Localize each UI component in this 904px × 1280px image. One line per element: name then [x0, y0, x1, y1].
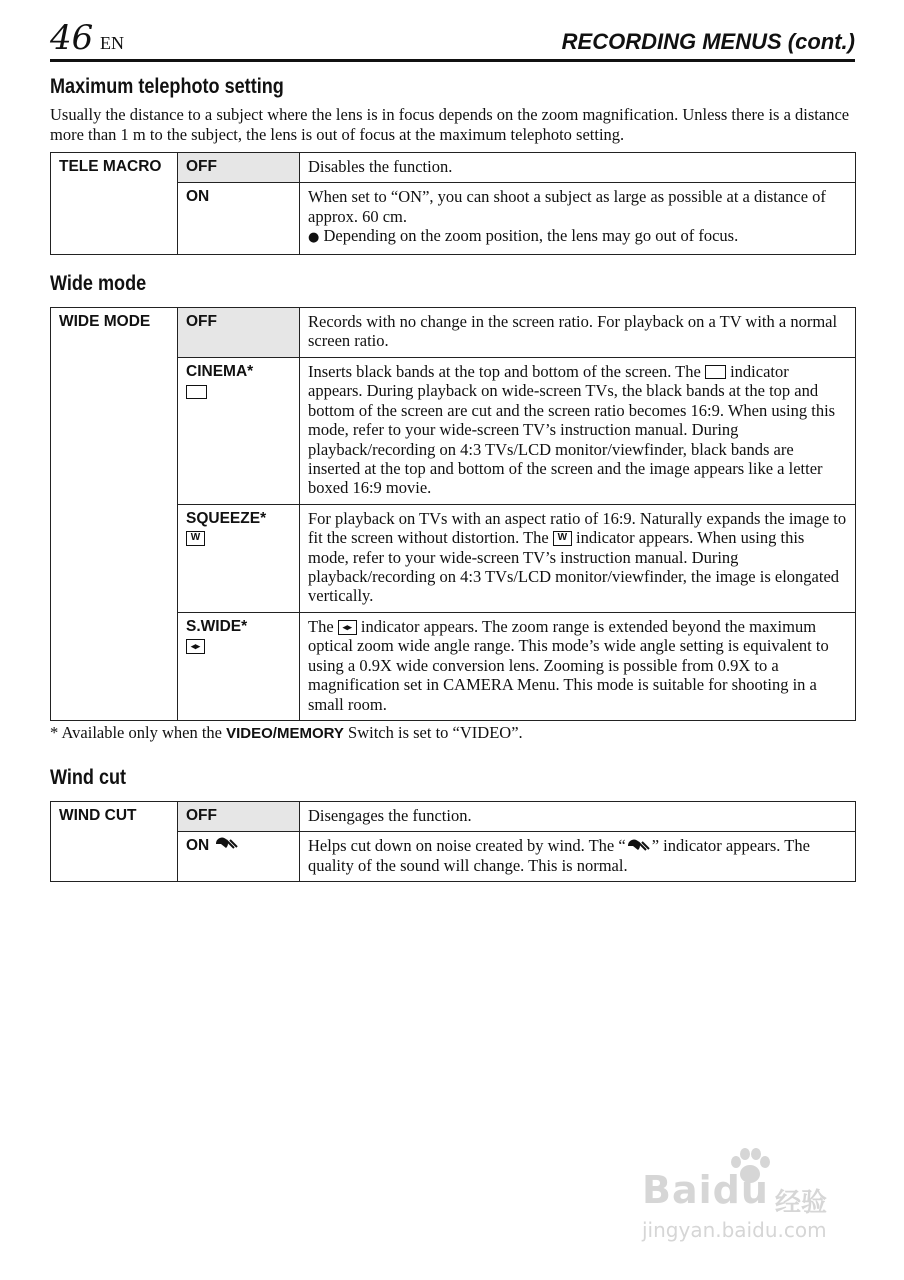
- wind-on-option-cell: [178, 832, 300, 882]
- page-header: [50, 18, 855, 62]
- cinema-icon: [705, 365, 726, 379]
- page-number: 46: [50, 18, 94, 58]
- wind-cut-icon: [626, 838, 652, 854]
- wide-off-option: OFF: [178, 308, 300, 358]
- wide-off-description: Records with no change in the screen ratio. For playback on a TV with a normal screen ratio.: [300, 308, 856, 358]
- squeeze-option: SQUEEZE*: [186, 509, 267, 527]
- cinema-desc-b: indicator appears. During playback on wide-screen TVs, the black bands at the top and bottom of the screen are cut and the screen ratio becomes 16:9. When using this mode, refer to your wide-screen TV’s instruction manual. During playback/recording on 4:3 TVs/LCD monitor/viewfinder, black bands are inserted at the top and bottom of the screen and the image appears like a letter boxed 16:9 movie.: [308, 362, 836, 498]
- tele-on-description: When set to “ON”, you can shoot a subject as large as possible at a distance of approx. 60 cm.: [308, 187, 826, 226]
- wind-off-option: OFF: [178, 802, 300, 832]
- squeeze-desc-a: For playback on TVs with an aspect ratio of 16:9. Naturally expands the image to fit the screen without distortion. The: [308, 508, 847, 548]
- wind-cut-table: [50, 801, 856, 882]
- tele-heading: Maximum telephoto setting: [50, 75, 284, 98]
- swide-description: [300, 612, 856, 720]
- tele-intro: Usually the distance to a subject where the lens is in focus depends on the zoom magnification. Unless there is a distance more than 1 m to the subject, the lens is out of focus at the maximum telephoto setting.: [50, 105, 850, 144]
- page-language: EN: [100, 33, 124, 53]
- tele-on-bullet: Depending on the zoom position, the lens may go out of focus.: [323, 226, 739, 246]
- super-wide-icon: ◂▸: [338, 620, 357, 635]
- note-suffix: Switch is set to “VIDEO”.: [348, 723, 523, 742]
- baidu-watermark: [640, 1160, 860, 1250]
- wind-desc-a: Helps cut down on noise created by wind. The “: [308, 836, 626, 856]
- cinema-option-cell: [178, 358, 300, 505]
- tele-on-option: ON: [178, 183, 300, 254]
- table-row: [51, 308, 856, 358]
- tele-off-option: OFF: [178, 153, 300, 183]
- wind-cut-icon: [214, 836, 240, 852]
- wide-mode-item: WIDE MODE: [51, 308, 178, 721]
- squeeze-desc-b: indicator appears. When using this mode, refer to your wide-screen TV’s instruction manual. During playback/recording on 4:3 TVs/LCD monitor/viewfinder, the image is elongated vertically.: [308, 528, 840, 606]
- watermark-brand: Baidu: [642, 1168, 769, 1212]
- tele-off-description: Disables the function.: [300, 153, 856, 183]
- watermark-cn: 经验: [775, 1188, 828, 1218]
- wide-mode-table: [50, 307, 856, 721]
- squeeze-icon: W: [186, 531, 205, 546]
- wind-heading: Wind cut: [50, 766, 127, 789]
- wind-cut-item: WIND CUT: [51, 802, 178, 882]
- super-wide-icon: ◂▸: [186, 639, 205, 654]
- tele-macro-item: TELE MACRO: [51, 153, 178, 255]
- table-row: [51, 153, 856, 183]
- wind-off-description: Disengages the function.: [300, 802, 856, 832]
- note-switch-name: VIDEO/MEMORY: [226, 725, 344, 742]
- swide-option: S.WIDE*: [186, 617, 248, 635]
- swide-option-cell: [178, 612, 300, 720]
- wind-on-description: [300, 832, 856, 882]
- squeeze-option-cell: [178, 504, 300, 612]
- cinema-desc-a: Inserts black bands at the top and bottom of the screen. The: [308, 362, 701, 381]
- wide-heading: Wide mode: [50, 272, 147, 295]
- squeeze-description: [300, 504, 856, 612]
- cinema-description: [300, 358, 856, 505]
- cinema-icon: [186, 385, 207, 399]
- availability-note: [50, 723, 523, 744]
- swide-desc-b: indicator appears. The zoom range is extended beyond the maximum optical zoom wide angle range. This mode’s wide angle setting is equivalent to using a 0.9X wide conversion lens. Zooming is possible from 0.9X to a magnification set in CAMERA Menu. This mode is suitable for shooting in a small room.: [308, 616, 829, 714]
- cinema-option: CINEMA*: [186, 363, 254, 380]
- table-row: [51, 802, 856, 832]
- wind-desc-b: ” indicator appears. The quality of the sound will change. This is normal.: [308, 836, 810, 875]
- wind-on-option: ON: [186, 837, 210, 855]
- swide-desc-a: The: [308, 616, 334, 636]
- squeeze-icon: W: [553, 531, 572, 546]
- header-title: RECORDING MENUS (cont.): [561, 29, 855, 54]
- bullet-icon: ●: [308, 230, 320, 246]
- watermark-url: jingyan.baidu.com: [642, 1218, 827, 1242]
- tele-on-cell: [300, 183, 856, 254]
- tele-macro-table: [50, 152, 856, 255]
- note-prefix: * Available only when the: [50, 723, 222, 742]
